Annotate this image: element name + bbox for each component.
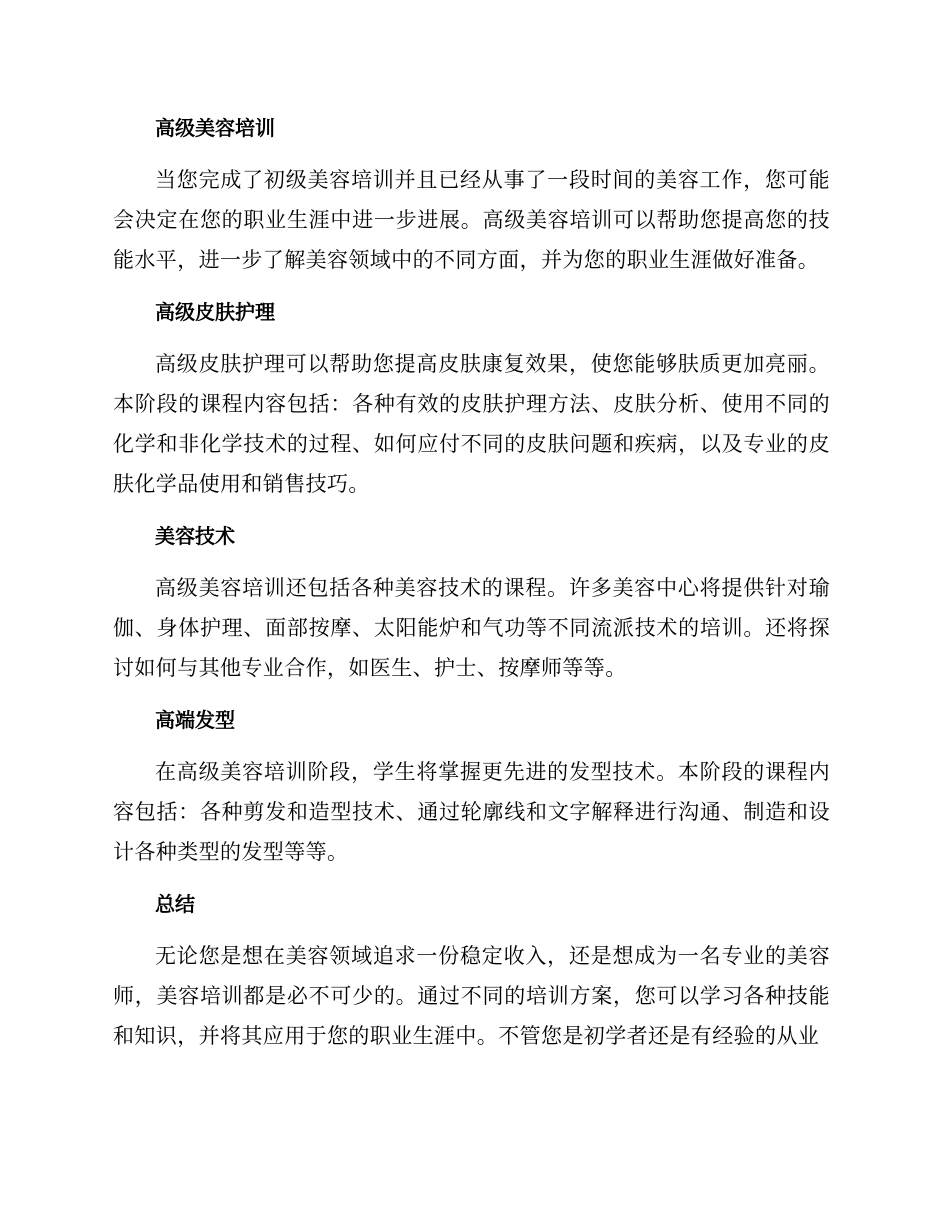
section-heading-high-end-hairstyling: 高端发型 bbox=[155, 708, 235, 732]
document-body bbox=[113, 108, 830, 1068]
section-paragraph-advanced-skin-care: 高级皮肤护理可以帮助您提高皮肤康复效果，使您能够肤质更加亮丽。本阶段的课程内容包括：各种有效的皮肤护理方法、皮肤分析、使用不同的化学和非化学技术的过程、如何应付不同的皮肤问题和疾病，以及专业的皮肤化学品使用和销售技巧。 bbox=[113, 352, 830, 496]
section-paragraph-advanced-beauty-training: 当您完成了初级美容培训并且已经从事了一段时间的美容工作，您可能会决定在您的职业生涯中进一步进展。高级美容培训可以帮助您提高您的技能水平，进一步了解美容领域中的不同方面，并为您的职业生涯做好准备。 bbox=[113, 168, 830, 272]
section-paragraph-high-end-hairstyling: 在高级美容培训阶段，学生将掌握更先进的发型技术。本阶段的课程内容包括：各种剪发和造型技术、通过轮廓线和文字解释进行沟通、制造和设计各种类型的发型等等。 bbox=[113, 760, 830, 864]
section-heading-advanced-skin-care: 高级皮肤护理 bbox=[155, 300, 275, 324]
section-heading-beauty-techniques: 美容技术 bbox=[155, 524, 235, 548]
section-heading-summary: 总结 bbox=[155, 892, 195, 916]
section-paragraph-summary: 无论您是想在美容领域追求一份稳定收入，还是想成为一名专业的美容师，美容培训都是必不可少的。通过不同的培训方案，您可以学习各种技能和知识，并将其应用于您的职业生涯中。不管您是初学者还是有经验的从业 bbox=[113, 944, 830, 1048]
section-paragraph-beauty-techniques: 高级美容培训还包括各种美容技术的课程。许多美容中心将提供针对瑜伽、身体护理、面部按摩、太阳能炉和气功等不同流派技术的培训。还将探讨如何与其他专业合作，如医生、护士、按摩师等等。 bbox=[113, 576, 830, 680]
section-heading-advanced-beauty-training: 高级美容培训 bbox=[155, 116, 275, 140]
